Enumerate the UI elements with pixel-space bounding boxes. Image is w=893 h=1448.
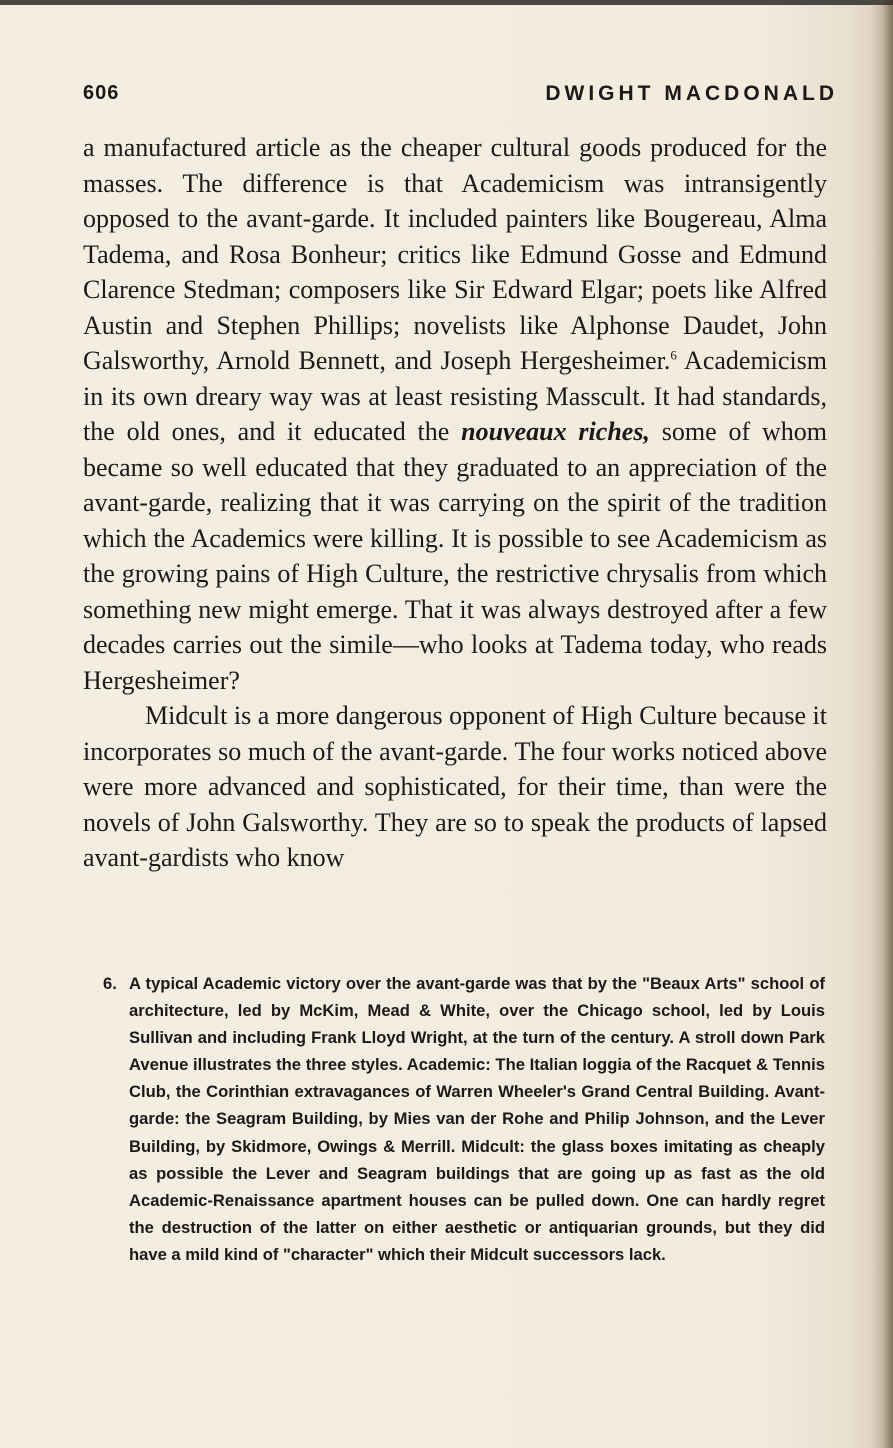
- footnote-number: 6.: [103, 974, 117, 993]
- footnote: [103, 970, 825, 1268]
- running-title: DWIGHT MACDONALD: [545, 82, 838, 105]
- paragraph-2: Midcult is a more dangerous opponent of High Culture because it incorporates so much of the avant-garde. The four works noticed above were more advanced and sophisticated, for their time, than were the novels of John Galsworthy. They are so to speak the products of lapsed avant-gardists who know: [83, 701, 827, 872]
- body-text: [83, 130, 827, 876]
- paragraph-1-continuation-a: Academicism in its own dreary way was at least resisting Masscult. It had standards, the old ones, and it educated the: [83, 346, 828, 446]
- book-spine-shadow: [871, 0, 893, 1448]
- italic-phrase: nouveaux riches,: [461, 417, 650, 446]
- footnote-text: A typical Academic victory over the avant-garde was that by the "Beaux Arts" school of architecture, led by McKim, Mead & White, over the Chicago school, led by Louis Sullivan and including Frank Lloyd Wright, at the turn of the century. A stroll down Park Avenue illustrates the three styles. Academic: The Italian loggia of the Racquet & Tennis Club, the Corinthian extravagances of Warren Wheeler's Grand Central Building. Avant-garde: the Seagram Building, by Mies van der Rohe and Philip Johnson, and the Lever Building, by Skidmore, Owings & Merrill. Midcult: the glass boxes imitating as cheaply as possible the Lever and Seagram buildings that are going up as fast as the old Academic-Renaissance apartment houses can be pulled down. One can hardly regret the destruction of the latter on either aesthetic or antiquarian grounds, but they did have a mild kind of "character" which their Midcult successors lack.: [129, 974, 825, 1264]
- paragraph-1-continuation-b: some of whom became so well educated that they graduated to an appreciation of the avant-garde, realizing that it was carrying on the spirit of the tradition which the Academics were killing. It is possible to see Academicism as the growing pains of High Culture, the restrictive chrysalis from which something new might emerge. That it was always destroyed after a few decades carries out the simile—who looks at Tadema today, who reads Hergesheimer?: [83, 417, 827, 695]
- paragraph-1: [83, 130, 827, 698]
- page-top-edge: [0, 0, 893, 5]
- running-head: [83, 82, 838, 112]
- page-number: 606: [83, 82, 120, 104]
- footnote-reference: 6: [670, 347, 677, 363]
- paragraph-1-text: a manufactured article as the cheaper cultural goods produced for the masses. The difference is that Academicism was intransigently opposed to the avant-garde. It included painters like Bougereau, Alma Tadema, and Rosa Bonheur; critics like Edmund Gosse and Edmund Clarence Stedman; composers like Sir Edward Elgar; poets like Alfred Austin and Stephen Phillips; novelists like Alphonse Daudet, John Galsworthy, Arnold Bennett, and Joseph Hergesheimer.: [83, 133, 827, 375]
